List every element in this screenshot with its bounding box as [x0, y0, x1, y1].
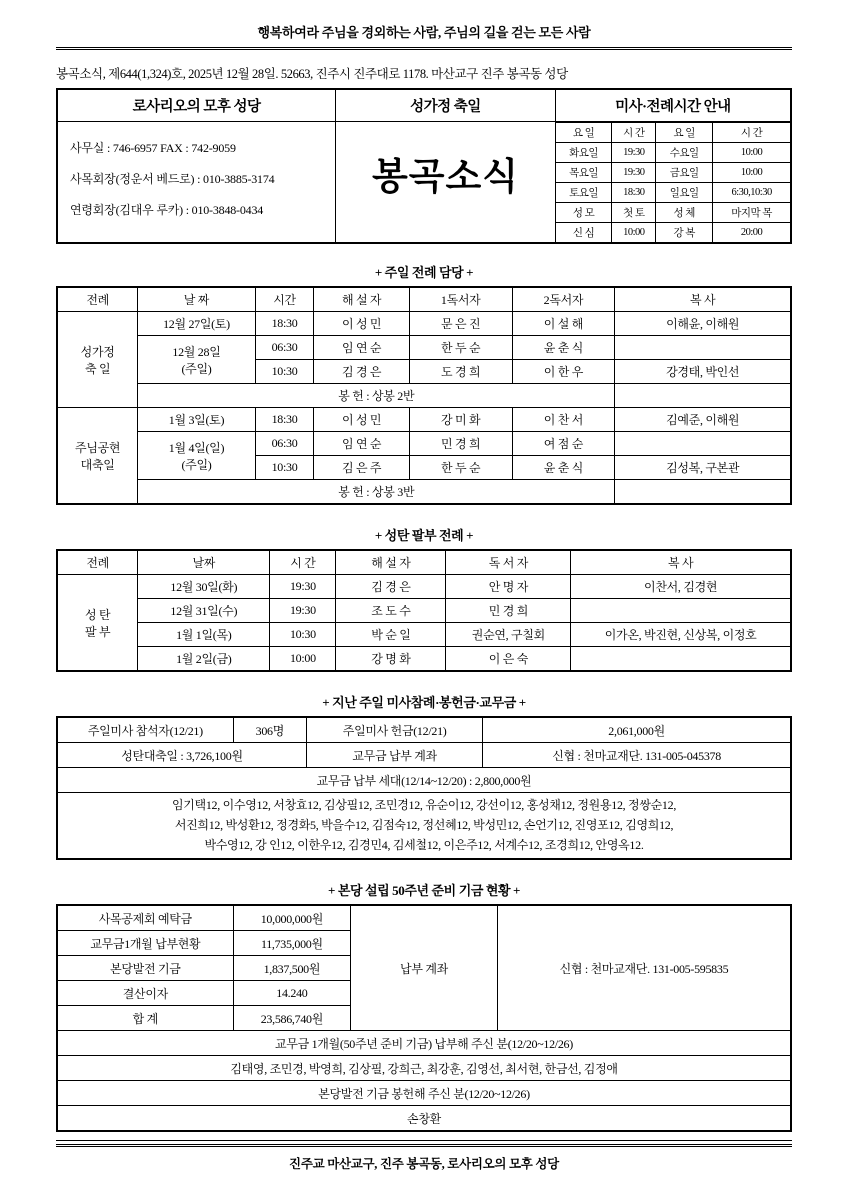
cell-time: 19:30 — [270, 599, 336, 623]
masthead-right — [556, 90, 790, 242]
cell-date: 12월 27일(토) — [138, 312, 255, 336]
cell: 10:00 — [713, 143, 790, 163]
cell: 화요일 — [556, 143, 612, 163]
table-row — [57, 384, 791, 408]
cell-narrator: 임 연 순 — [314, 336, 409, 360]
cell-reader1: 한 두 순 — [409, 336, 512, 360]
cell-time: 10:00 — [270, 647, 336, 672]
table-row — [57, 623, 791, 647]
dues-names-line: 박수영12, 강 인12, 이한우12, 김경민4, 김세철12, 이은주12, 서계수12, 조경희12, 안영옥12. — [204, 837, 644, 852]
cell: 금요일 — [656, 163, 713, 183]
masthead-left — [58, 90, 336, 242]
offering-label: 주일미사 헌금(12/21) — [307, 717, 483, 743]
cell-narrator: 조 도 수 — [336, 599, 446, 623]
table-row — [57, 905, 791, 931]
cell-time: 10:30 — [255, 456, 314, 480]
col-date: 날짜 — [138, 550, 270, 575]
cell-time: 06:30 — [255, 336, 314, 360]
table-row — [57, 1106, 791, 1132]
cell-server: 강경태, 박인선 — [615, 360, 791, 384]
cell-narrator: 김 경 은 — [314, 360, 409, 384]
cell-narrator: 김 은 주 — [314, 456, 409, 480]
fund-donation-names: 손창환 — [57, 1106, 791, 1132]
fund-table — [56, 904, 792, 1132]
fund-amount: 23,586,740원 — [233, 1006, 350, 1031]
cell-narrator: 박 순 일 — [336, 623, 446, 647]
fund-account-label: 납부 계좌 — [351, 905, 498, 1031]
cell-offering: 봉 헌 : 상봉 3반 — [138, 480, 615, 505]
cell: 일요일 — [656, 183, 713, 203]
fund-donation-title: 본당발전 기금 봉헌해 주신 분(12/20~12/26) — [57, 1081, 791, 1106]
cell-reader: 안 명 자 — [446, 575, 571, 599]
parish-name: 로사리오의 모후 성당 — [58, 90, 335, 122]
cell: 10:00 — [612, 223, 656, 243]
col-narrator: 해 설 자 — [314, 287, 409, 312]
cell-reader2: 윤 춘 식 — [512, 336, 615, 360]
table-row — [556, 223, 790, 243]
cell-date: 12월 30일(화) — [138, 575, 270, 599]
cell-reader2: 윤 춘 식 — [512, 456, 615, 480]
col-narrator: 해 설 자 — [336, 550, 446, 575]
table-row — [57, 793, 791, 860]
cell-narrator: 이 성 민 — [314, 408, 409, 432]
cell-server: 이해윤, 이해원 — [615, 312, 791, 336]
mass-col-day1: 요 일 — [556, 123, 612, 143]
table-row — [57, 336, 791, 360]
sunday-duty-section — [56, 262, 792, 505]
offering-value: 2,061,000원 — [483, 717, 791, 743]
col-liturgy: 전례 — [57, 550, 138, 575]
col-time: 시 간 — [270, 550, 336, 575]
attendance-label: 주일미사 참석자(12/21) — [57, 717, 233, 743]
col-reader1: 1독서자 — [409, 287, 512, 312]
cell: 수요일 — [656, 143, 713, 163]
cell-reader: 권순연, 구칠회 — [446, 623, 571, 647]
banner-text: 행복하여라 주님을 경외하는 사람, 주님의 길을 걷는 모든 사람 — [257, 25, 591, 40]
sunday-duty-title: + 주일 전례 담당 + — [374, 265, 474, 280]
cell-reader: 이 은 숙 — [446, 647, 571, 672]
cell-server — [615, 336, 791, 360]
table-row — [57, 743, 791, 768]
table-row — [57, 717, 791, 743]
col-date: 날 짜 — [138, 287, 255, 312]
table-row — [57, 647, 791, 672]
group-label: 성가정 축 일 — [57, 312, 138, 408]
col-liturgy: 전례 — [57, 287, 138, 312]
cell-reader1: 문 은 진 — [409, 312, 512, 336]
group-label: 성 탄 팔 부 — [57, 575, 138, 672]
cell-server: 김예준, 이해원 — [615, 408, 791, 432]
cell: 성 모 — [556, 203, 612, 223]
masthead-middle — [336, 90, 556, 242]
cell-date: 1월 2일(금) — [138, 647, 270, 672]
table-row-header — [57, 550, 791, 575]
dues-names-line: 서진희12, 박성환12, 정경화5, 박을수12, 김점숙12, 정선혜12, 박성민12, 손언기12, 진영포12, 김영희12, — [174, 817, 674, 832]
christmas-octave-title: + 성탄 팔부 전례 + — [374, 528, 474, 543]
contact-memorial-head: 연령회장(김대우 루카) : 010-3848-0434 — [70, 203, 264, 217]
cell: 19:30 — [612, 143, 656, 163]
mass-col-time2: 시 간 — [713, 123, 790, 143]
cell-reader1: 강 미 화 — [409, 408, 512, 432]
cell-date: 1월 1일(목) — [138, 623, 270, 647]
issue-line: 봉곡소식, 제644(1,324)호, 2025년 12월 28일. 52663, 진주시 진주대로 1178. 마산교구 진주 봉곡동 성당 — [56, 67, 568, 81]
cell-time: 19:30 — [270, 575, 336, 599]
cell-reader1: 민 경 희 — [409, 432, 512, 456]
christmas-offering: 성탄대축일 : 3,726,100원 — [57, 743, 307, 768]
table-row — [556, 203, 790, 223]
fund-account-value: 신협 : 천마교재단. 131-005-595835 — [497, 905, 791, 1031]
cell: 6:30,10:30 — [713, 183, 790, 203]
mass-schedule-table-wrap — [556, 122, 790, 242]
cell-time: 10:30 — [255, 360, 314, 384]
cell: 18:30 — [612, 183, 656, 203]
cell-date: 1월 4일(일) (주일) — [138, 432, 255, 480]
fund-label: 교무금1개월 납부현황 — [57, 931, 233, 956]
bulletin-title: 봉곡소식 — [371, 157, 519, 198]
table-row — [57, 1056, 791, 1081]
cell: 신 심 — [556, 223, 612, 243]
dues-label: 교무금 납부 세대(12/14~12/20) : 2,800,000원 — [57, 768, 791, 793]
contact-list — [58, 122, 335, 235]
cell: 목요일 — [556, 163, 612, 183]
table-row — [57, 599, 791, 623]
cell: 첫 토 — [612, 203, 656, 223]
cell-time: 18:30 — [255, 408, 314, 432]
cell-time: 18:30 — [255, 312, 314, 336]
cell-offering: 봉 헌 : 상봉 2반 — [138, 384, 615, 408]
cell-reader2: 이 설 해 — [512, 312, 615, 336]
fund-amount: 14.240 — [233, 981, 350, 1006]
contact-pastoral-head: 사목회장(정운서 베드로) : 010-3885-3174 — [70, 172, 275, 186]
dues-names — [57, 793, 791, 860]
col-reader2: 2독서자 — [512, 287, 615, 312]
cell-server: 이가온, 박진현, 신상복, 이정호 — [571, 623, 791, 647]
cell-reader2: 여 점 순 — [512, 432, 615, 456]
footer-text: 진주교 마산교구, 진주 봉곡동, 로사리오의 모후 성당 — [289, 1157, 559, 1171]
fund-amount: 11,735,000원 — [233, 931, 350, 956]
table-row-header — [556, 123, 790, 143]
cell-server — [615, 432, 791, 456]
table-row — [57, 432, 791, 456]
cell-reader: 민 경 희 — [446, 599, 571, 623]
cell-reader1: 도 경 희 — [409, 360, 512, 384]
cell-server — [571, 599, 791, 623]
cell-reader2: 이 찬 서 — [512, 408, 615, 432]
mass-schedule-table — [556, 122, 790, 242]
fund-dues-names: 김태영, 조민경, 박영희, 김상필, 강희근, 최강훈, 김영선, 최서현, 한금선, 김정애 — [57, 1056, 791, 1081]
cell: 성 체 — [656, 203, 713, 223]
cell-date: 1월 3일(토) — [138, 408, 255, 432]
christmas-octave-table — [56, 549, 792, 672]
cell-narrator: 임 연 순 — [314, 432, 409, 456]
table-row — [57, 480, 791, 505]
christmas-octave-section — [56, 525, 792, 672]
cell-server — [571, 647, 791, 672]
cell-empty — [615, 384, 791, 408]
last-sunday-title: + 지난 주일 미사참례·봉헌금·교무금 + — [322, 695, 526, 710]
mass-col-time1: 시 간 — [612, 123, 656, 143]
col-time: 시간 — [255, 287, 314, 312]
table-row — [556, 163, 790, 183]
col-reader: 독 서 자 — [446, 550, 571, 575]
masthead — [56, 88, 792, 244]
account-value: 신협 : 천마교재단. 131-005-045378 — [483, 743, 791, 768]
col-server: 복 사 — [571, 550, 791, 575]
fund-title: + 본당 설립 50주년 준비 기금 현황 + — [327, 883, 521, 899]
fund-label: 결산이자 — [57, 981, 233, 1006]
table-row — [57, 408, 791, 432]
cell-narrator: 이 성 민 — [314, 312, 409, 336]
table-row — [57, 768, 791, 793]
mass-col-day2: 요 일 — [656, 123, 713, 143]
cell: 20:00 — [713, 223, 790, 243]
fund-label: 합 계 — [57, 1006, 233, 1031]
footer — [56, 1140, 792, 1172]
cell: 10:00 — [713, 163, 790, 183]
footer-divider — [56, 1140, 792, 1147]
sunday-duty-table — [56, 286, 792, 505]
fund-section — [56, 880, 792, 1132]
cell: 19:30 — [612, 163, 656, 183]
cell: 마지막 목 — [713, 203, 790, 223]
col-server: 복 사 — [615, 287, 791, 312]
fund-amount: 1,837,500원 — [233, 956, 350, 981]
fund-amount: 10,000,000원 — [233, 905, 350, 931]
table-row-header — [57, 287, 791, 312]
cell-time: 06:30 — [255, 432, 314, 456]
table-row — [57, 1081, 791, 1106]
table-row — [57, 312, 791, 336]
feast-title: 성가정 축일 — [336, 90, 555, 122]
fund-label: 본당발전 기금 — [57, 956, 233, 981]
attendance-value: 306명 — [233, 717, 306, 743]
cell-narrator: 김 경 은 — [336, 575, 446, 599]
account-label: 교무금 납부 계좌 — [307, 743, 483, 768]
contact-office: 사무실 : 746-6957 FAX : 742-9059 — [70, 141, 236, 155]
fund-label: 사목공제회 예탁금 — [57, 905, 233, 931]
table-row — [556, 143, 790, 163]
last-sunday-table — [56, 716, 792, 860]
cell-empty — [615, 480, 791, 505]
table-row — [556, 183, 790, 203]
dues-names-line: 임기택12, 이수영12, 서창효12, 김상필12, 조민경12, 유순이12, 강선이12, 홍성채12, 정원용12, 정쌍순12, — [171, 798, 677, 812]
banner-divider — [56, 47, 792, 50]
cell: 토요일 — [556, 183, 612, 203]
mass-schedule-title: 미사·전례시간 안내 — [556, 90, 790, 122]
cell-date: 12월 28일 (주일) — [138, 336, 255, 384]
group-label: 주님공현 대축일 — [57, 408, 138, 505]
cell-server: 김성복, 구본관 — [615, 456, 791, 480]
cell-reader2: 이 한 우 — [512, 360, 615, 384]
last-sunday-section — [56, 692, 792, 860]
table-row — [57, 1031, 791, 1056]
cell: 강 복 — [656, 223, 713, 243]
fund-dues-title: 교무금 1개월(50주년 준비 기금) 납부해 주신 분(12/20~12/26) — [57, 1031, 791, 1056]
cell-time: 10:30 — [270, 623, 336, 647]
cell-narrator: 강 명 화 — [336, 647, 446, 672]
cell-reader1: 한 두 순 — [409, 456, 512, 480]
cell-date: 12월 31일(수) — [138, 599, 270, 623]
table-row — [57, 575, 791, 599]
cell-server: 이찬서, 김경현 — [571, 575, 791, 599]
